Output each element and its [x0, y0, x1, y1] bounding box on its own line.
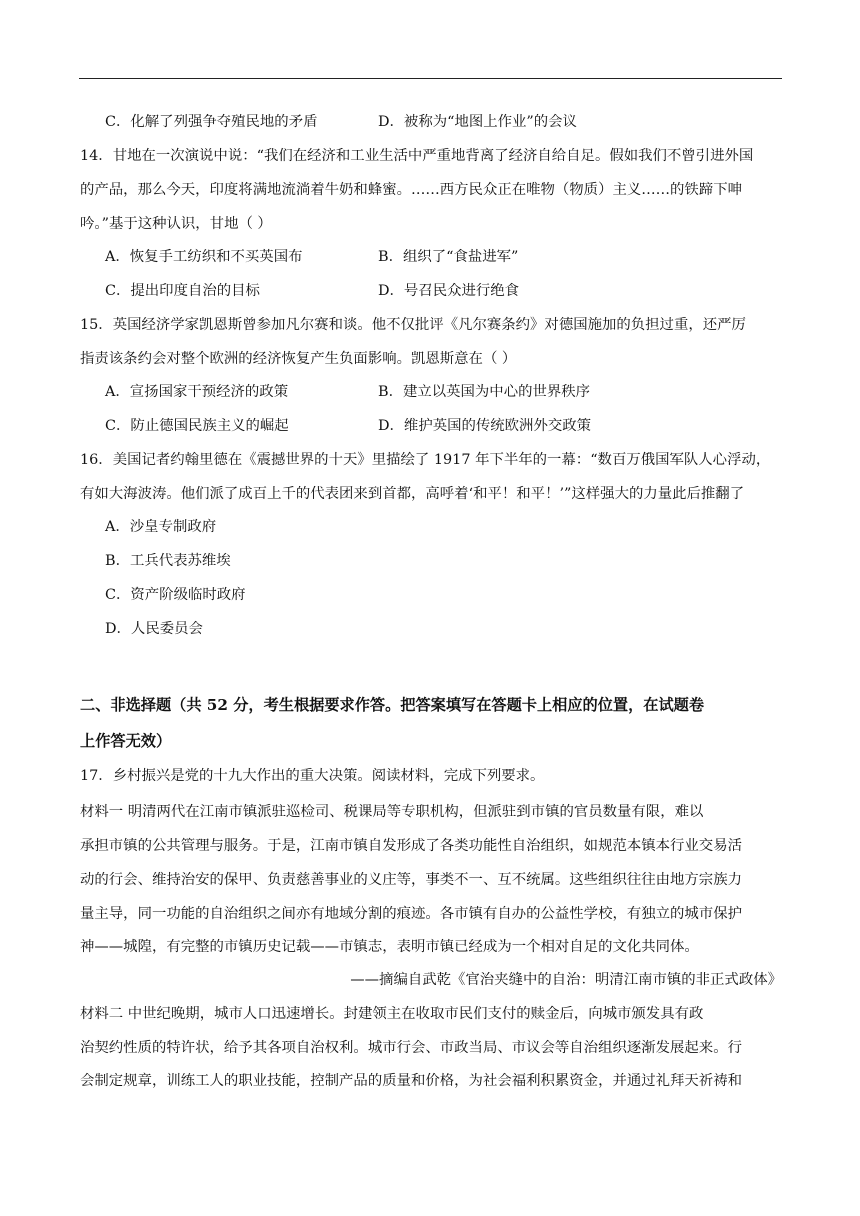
q13-option-d[interactable]: D．被称为“地图上作业”的会议	[378, 114, 577, 130]
q15-option-c[interactable]: C．防止德国民族主义的崛起	[105, 418, 289, 434]
q14-stem-line-1: 14．甘地在一次演说中说：“我们在经济和工业生活中严重地背离了经济自给自足。假如我们不曾引进外国	[80, 148, 754, 164]
q15-option-d[interactable]: D．维护英国的传统欧洲外交政策	[378, 418, 592, 434]
q15-stem-line-1: 15．英国经济学家凯恩斯曾参加凡尔赛和谈。他不仅批评《凡尔赛条约》对德国施加的负担过重，还严厉	[80, 317, 746, 333]
section2-heading-line-1: 二、非选择题（共 52 分，考生根据要求作答。把答案填写在答题卡上相应的位置，在试题卷	[80, 696, 705, 714]
header-rule	[79, 78, 782, 79]
q14-option-d[interactable]: D．号召民众进行绝食	[378, 283, 520, 299]
q14-option-b[interactable]: B．组织了“食盐进军”	[378, 249, 519, 265]
q15-stem-line-2: 指责该条约会对整个欧洲的经济恢复产生负面影响。凯恩斯意在（ ）	[80, 351, 517, 367]
q17-material1-source: ——摘编自武乾《官治夹缝中的自治：明清江南市镇的非正式政体》	[350, 972, 782, 988]
q17-material2-line-3: 会制定规章，训练工人的职业技能，控制产品的质量和价格，为社会福利积累资金，并通过礼拜天祈祷和	[80, 1073, 742, 1089]
q16-option-c[interactable]: C．资产阶级临时政府	[105, 587, 246, 603]
q16-stem-line-1: 16．美国记者约翰里德在《震撼世界的十天》里描绘了 1917 年下半年的一幕：“数百万俄国军队人心浮动，	[80, 452, 771, 468]
q17-material1-line-3: 动的行会、维持治安的保甲、负责慈善事业的义庄等，事类不一、互不统属。这些组织往往由地方宗族力	[80, 872, 742, 888]
q14-stem-line-2: 的产品，那么今天，印度将满地流淌着牛奶和蜂蜜。……西方民众正在唯物（物质）主义……的铁蹄下呻	[80, 182, 742, 198]
q17-intro: 17．乡村振兴是党的十九大作出的重大决策。阅读材料，完成下列要求。	[80, 768, 545, 784]
section2-heading-line-2: 上作答无效）	[80, 732, 172, 750]
q14-option-c[interactable]: C．提出印度自治的目标	[105, 283, 260, 299]
q17-material2-line-1: 材料二 中世纪晚期，城市人口迅速增长。封建领主在收取市民们支付的赎金后，向城市颁发具有政	[80, 1006, 704, 1022]
q17-material1-line-5: 神——城隍，有完整的市镇历史记载——市镇志，表明市镇已经成为一个相对自足的文化共同体。	[80, 939, 699, 955]
q15-option-a[interactable]: A．宣扬国家干预经济的政策	[105, 384, 289, 400]
q16-stem-line-2: 有如大海波涛。他们派了成百上千的代表团来到首都，高呼着‘和平！和平！’”这样强大的力量此后推翻了	[80, 486, 745, 502]
q17-material2-line-2: 治契约性质的特许状，给予其各项自治权利。城市行会、市政当局、市议会等自治组织逐渐发展起来。行	[80, 1040, 742, 1056]
q16-option-d[interactable]: D．人民委员会	[105, 621, 203, 637]
q16-option-b[interactable]: B．工兵代表苏维埃	[105, 553, 231, 569]
q14-stem-line-3: 吟。”基于这种认识，甘地（ ）	[80, 216, 272, 232]
q17-material1-line-2: 承担市镇的公共管理与服务。于是，江南市镇自发形成了各类功能性自治组织，如规范本镇本行业交易活	[80, 838, 742, 854]
q17-material1-line-4: 量主导，同一功能的自治组织之间亦有地域分割的痕迹。各市镇有自办的公益性学校，有独立的城市保护	[80, 906, 742, 922]
q14-option-a[interactable]: A．恢复手工纺织和不买英国布	[105, 249, 303, 265]
q13-option-c[interactable]: C．化解了列强争夺殖民地的矛盾	[105, 114, 318, 130]
q16-option-a[interactable]: A．沙皇专制政府	[105, 519, 217, 535]
q17-material1-line-1: 材料一 明清两代在江南市镇派驻巡检司、税课局等专职机构，但派驻到市镇的官员数量有限，难以	[80, 804, 704, 820]
q15-option-b[interactable]: B．建立以英国为中心的世界秩序	[378, 384, 591, 400]
